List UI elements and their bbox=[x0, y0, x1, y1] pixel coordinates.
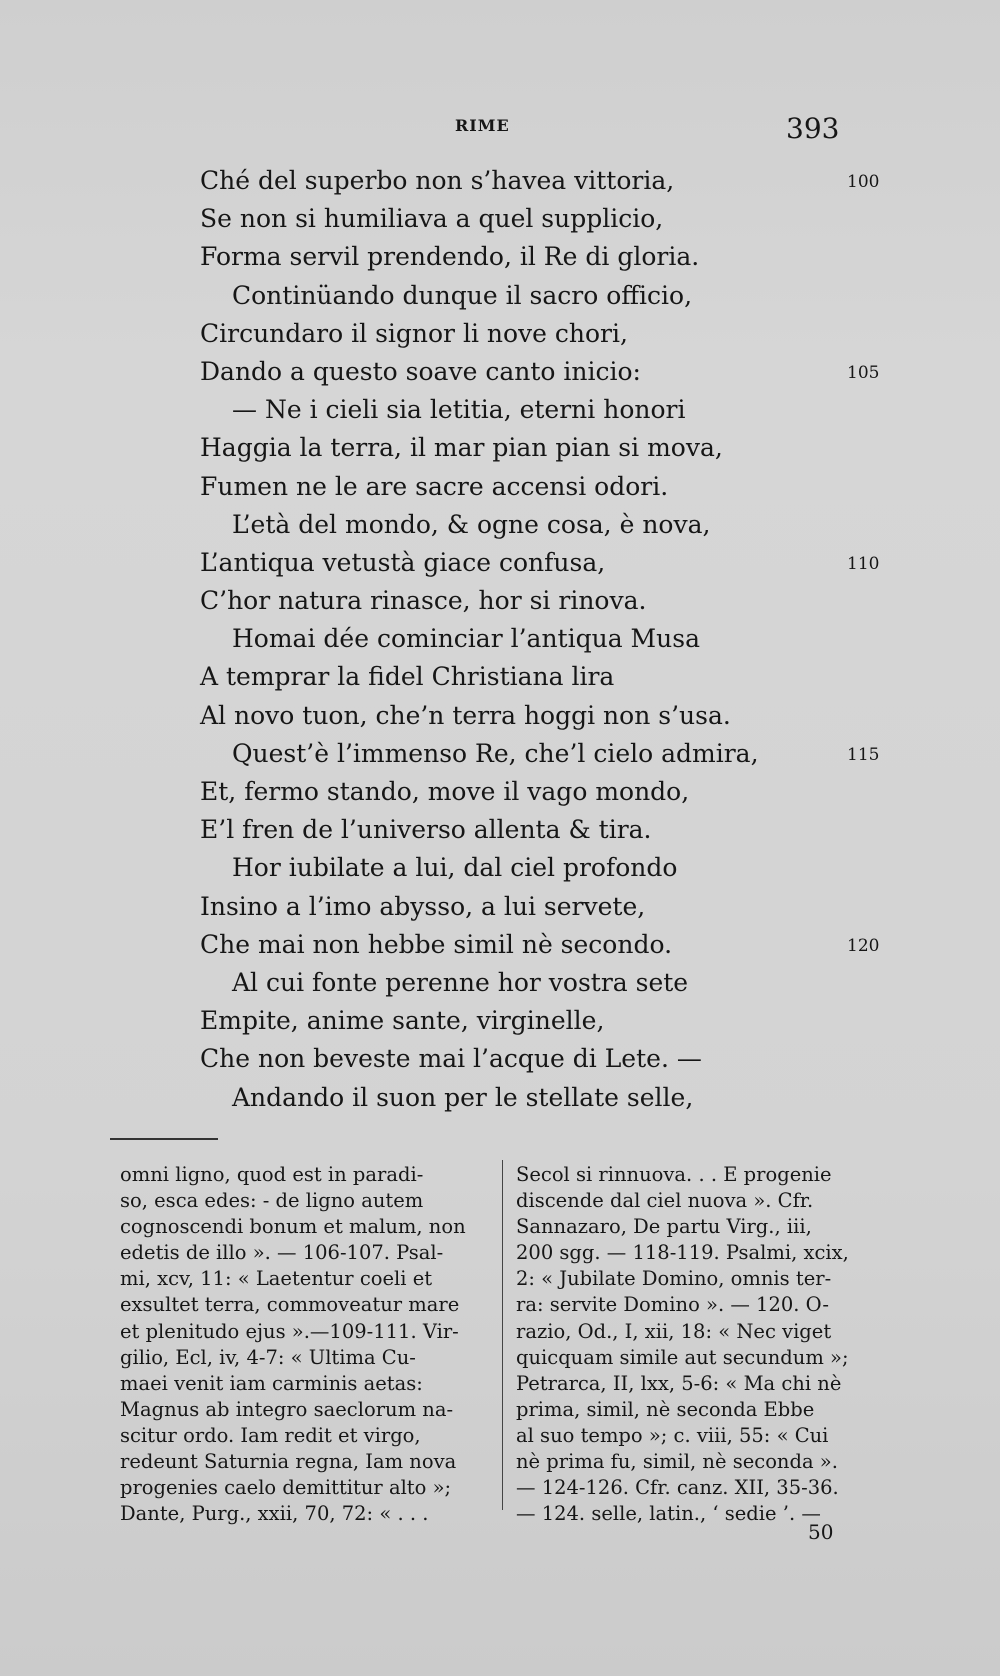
verse-line bbox=[200, 468, 900, 506]
line-number: 105 bbox=[847, 362, 880, 383]
page-number: 393 bbox=[786, 112, 840, 145]
verse-line bbox=[200, 1079, 900, 1117]
verse-text: Homai dée cominciar l’antiqua Musa bbox=[232, 624, 700, 654]
verse-text: Fumen ne le are sacre accensi odori. bbox=[200, 471, 669, 501]
verse-line bbox=[200, 964, 900, 1002]
verse-text: Al cui fonte perenne hor vostra sete bbox=[232, 967, 689, 997]
verse-line bbox=[200, 888, 900, 926]
footnotes-left-column bbox=[120, 1162, 488, 1527]
footnote-line: so, esca edes: - de ligno autem bbox=[120, 1189, 424, 1213]
footnote-line: mi, xcv, 11: « Laetentur coeli et bbox=[120, 1267, 433, 1291]
footnote-line: et plenitudo ejus ».—109-111. Vir- bbox=[120, 1319, 459, 1343]
verse-text: L’età del mondo, & ogne cosa, è nova, bbox=[232, 509, 711, 539]
verse-line bbox=[200, 315, 900, 353]
footnote-line: 2: « Jubilate Domino, omnis ter- bbox=[516, 1267, 832, 1291]
line-number: 115 bbox=[847, 744, 880, 765]
verse-text: Insino a l’imo abysso, a lui servete, bbox=[200, 891, 646, 921]
verse-text: Forma servil prendendo, il Re di gloria. bbox=[200, 242, 700, 272]
verse-text: C’hor natura rinasce, hor si rinova. bbox=[200, 586, 647, 616]
verse-line bbox=[200, 620, 900, 658]
verse-text: Continüando dunque il sacro officio, bbox=[232, 280, 693, 310]
footnote-rule bbox=[110, 1138, 218, 1140]
verse-line bbox=[200, 353, 900, 391]
footnote-line: — 124. selle, latin., ‘ sedie ’. — bbox=[516, 1502, 821, 1526]
verse-line bbox=[200, 200, 900, 238]
footnote-line: ra: servite Domino ». — 120. O- bbox=[516, 1293, 829, 1317]
footnote-line: nè prima fu, simil, nè seconda ». bbox=[516, 1450, 838, 1474]
footnote-line: cognoscendi bonum et malum, non bbox=[120, 1215, 466, 1239]
footnote-line: Petrarca, II, lxx, 5-6: « Ma chi nè bbox=[516, 1371, 842, 1395]
poem-verses bbox=[200, 162, 900, 1117]
verse-line bbox=[200, 544, 900, 582]
footnote-line: quicquam simile aut secundum »; bbox=[516, 1345, 849, 1369]
line-number: 100 bbox=[847, 172, 880, 192]
verse-text: Se non si humiliava a quel supplicio, bbox=[200, 204, 664, 234]
footnote-line: gilio, Ecl, iv, 4-7: « Ultima Cu- bbox=[120, 1345, 416, 1369]
running-header-title: RIME bbox=[455, 116, 510, 135]
footnote-line: maei venit iam carminis aetas: bbox=[120, 1371, 423, 1395]
verse-line bbox=[200, 1002, 900, 1040]
verse-line bbox=[200, 506, 900, 544]
footnote-line: Dante, Purg., xxii, 70, 72: « . . . bbox=[120, 1502, 429, 1526]
line-number: 120 bbox=[847, 935, 880, 956]
verse-text: L’antiqua vetustà giace confusa, bbox=[200, 547, 606, 577]
verse-line bbox=[200, 658, 900, 696]
verse-text: Quest’è l’immenso Re, che’l cielo admira, bbox=[232, 738, 759, 768]
verse-text: Empite, anime sante, virginelle, bbox=[200, 1006, 605, 1036]
footnote-line: al suo tempo »; c. viii, 55: « Cui bbox=[516, 1423, 829, 1447]
footnote-line: Secol si rinnuova. . . E progenie bbox=[516, 1163, 832, 1186]
verse-text: Che non beveste mai l’acque di Lete. — bbox=[200, 1044, 702, 1074]
verse-line bbox=[200, 697, 900, 735]
verse-line bbox=[200, 582, 900, 620]
verse-text: Ché del superbo non s’havea vittoria, bbox=[200, 166, 675, 195]
verse-line bbox=[200, 811, 900, 849]
footnote-line: razio, Od., I, xii, 18: « Nec viget bbox=[516, 1319, 832, 1343]
verse-line bbox=[200, 277, 900, 315]
verse-line bbox=[200, 926, 900, 964]
footnote-line: discende dal ciel nuova ». Cfr. bbox=[516, 1189, 814, 1213]
verse-text: A temprar la fidel Christiana lira bbox=[200, 662, 615, 692]
column-divider bbox=[502, 1160, 503, 1510]
verse-text: Hor iubilate a lui, dal ciel profondo bbox=[232, 853, 678, 883]
verse-text: Dando a questo soave canto inicio: bbox=[200, 356, 641, 386]
verse-line bbox=[200, 162, 900, 200]
verse-line bbox=[200, 1040, 900, 1078]
footnote-line: Magnus ab integro saeclorum na- bbox=[120, 1397, 454, 1421]
verse-line bbox=[200, 735, 900, 773]
footnote-line: exsultet terra, commoveatur mare bbox=[120, 1293, 460, 1317]
verse-text: E’l fren de l’universo allenta & tira. bbox=[200, 815, 652, 845]
verse-line bbox=[200, 238, 900, 276]
footnote-line: omni ligno, quod est in paradi- bbox=[120, 1163, 424, 1186]
verse-text: Et, fermo stando, move il vago mondo, bbox=[200, 777, 690, 806]
verse-text: — Ne i cieli sia letitia, eterni honori bbox=[232, 395, 686, 425]
line-number: 110 bbox=[847, 553, 880, 574]
verse-text: Andando il suon per le stellate selle, bbox=[232, 1082, 694, 1112]
verse-line bbox=[200, 773, 900, 811]
signature-mark: 50 bbox=[808, 1520, 834, 1544]
verse-text: Al novo tuon, che’n terra hoggi non s’usa. bbox=[200, 700, 731, 730]
footnote-line: edetis de illo ». — 106-107. Psal- bbox=[120, 1241, 444, 1265]
footnote-line: 200 sgg. — 118-119. Psalmi, xcix, bbox=[516, 1241, 849, 1265]
verse-text: Haggia la terra, il mar pian pian si mova, bbox=[200, 433, 723, 463]
verse-line bbox=[200, 429, 900, 467]
footnotes-right-column bbox=[516, 1162, 898, 1527]
verse-line bbox=[200, 849, 900, 887]
verse-text: Che mai non hebbe simil nè secondo. bbox=[200, 929, 673, 959]
footnote-line: redeunt Saturnia regna, Iam nova bbox=[120, 1450, 457, 1474]
footnote-line: prima, simil, nè seconda Ebbe bbox=[516, 1397, 815, 1421]
verse-text: Circundaro il signor li nove chori, bbox=[200, 318, 628, 348]
verse-line bbox=[200, 391, 900, 429]
footnote-line: scitur ordo. Iam redit et virgo, bbox=[120, 1423, 421, 1447]
footnote-line: — 124-126. Cfr. canz. XII, 35-36. bbox=[516, 1476, 839, 1500]
footnote-line: Sannazaro, De partu Virg., iii, bbox=[516, 1215, 812, 1239]
footnote-line: progenies caelo demittitur alto »; bbox=[120, 1476, 452, 1500]
